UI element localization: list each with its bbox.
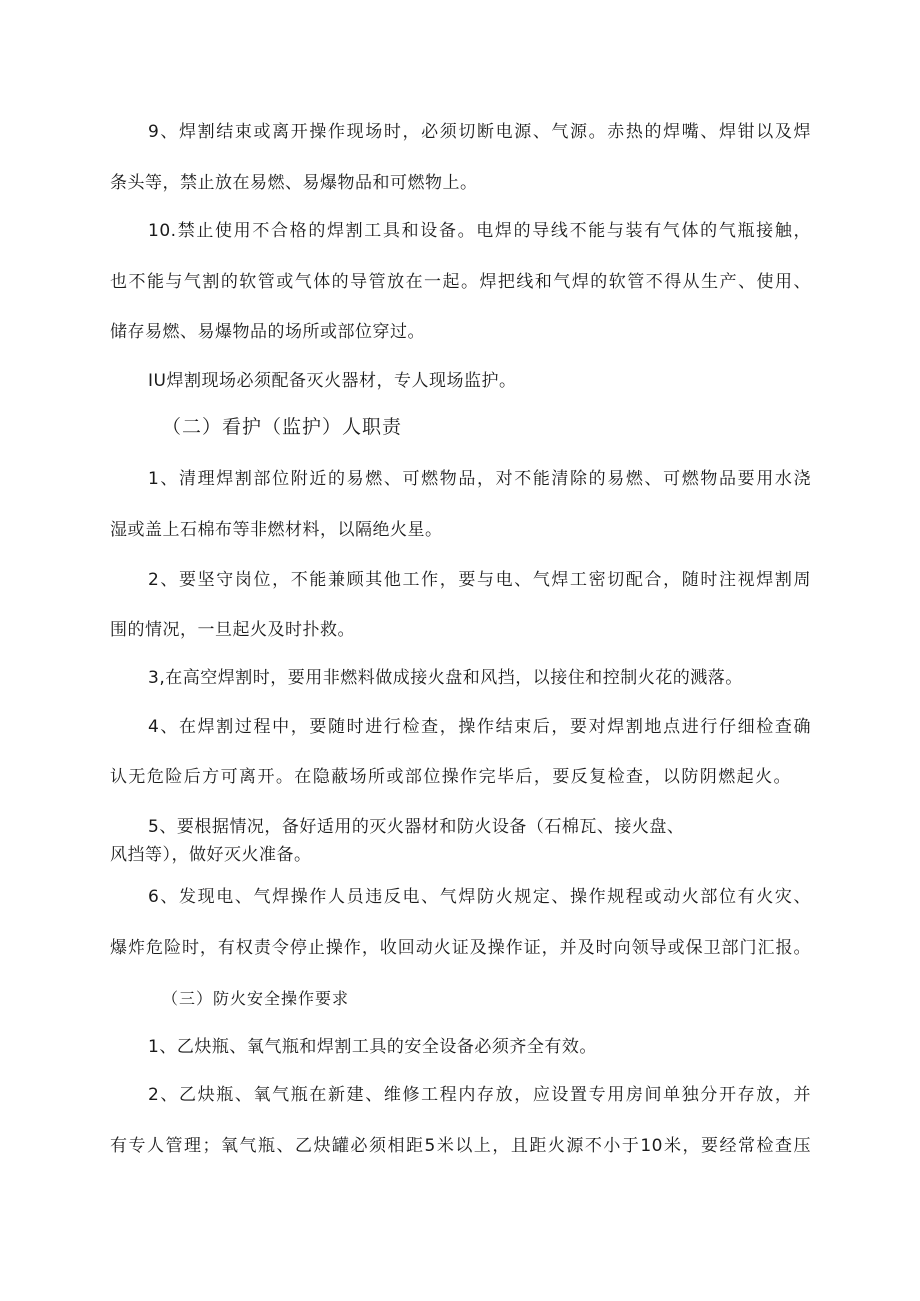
s2-item1-line-2: 湿或盖上石棉布等非燃材料，以隔绝火星。: [110, 520, 443, 540]
s3-item1-line-1: 1、乙炔瓶、氧气瓶和焊割工具的安全设备必须齐全有效。: [148, 1037, 597, 1057]
p10-line-1: 10.禁止使用不合格的焊割工具和设备。电焊的导线不能与装有气体的气瓶接触，: [148, 221, 811, 241]
section3-title: （三）防火安全操作要求: [162, 989, 350, 1008]
s2-item2-line-1: 2、要坚守岗位，不能兼顾其他工作，要与电、气焊工密切配合，随时注视焊割周: [148, 570, 811, 590]
s3-item2-line-2: 有专人管理；氧气瓶、乙炔罐必须相距5米以上，且距火源不小于10米，要经常检查压: [110, 1136, 811, 1156]
p10-line-2: 也不能与气割的软管或气体的导管放在一起。焊把线和气焊的软管不得从生产、使用、: [110, 272, 811, 292]
s2-item5-line-2: 风挡等），做好灭火准备。: [110, 845, 312, 865]
p10-line-3: 储存易燃、易爆物品的场所或部位穿过。: [110, 322, 425, 342]
s2-item3-line-1: 3,在高空焊割时，要用非燃料做成接火盘和风挡，以接住和控制火花的溅落。: [148, 668, 743, 688]
p9-line-2: 条头等，禁止放在易燃、易爆物品和可燃物上。: [110, 173, 478, 193]
s3-item2-line-1: 2、乙炔瓶、氧气瓶在新建、维修工程内存放，应设置专用房间单独分开存放，并: [148, 1085, 811, 1105]
s2-item6-line-1: 6、发现电、气焊操作人员违反电、气焊防火规定、操作规程或动火部位有火灾、: [148, 887, 811, 907]
s2-item4-line-1: 4、在焊割过程中，要随时进行检查，操作结束后，要对焊割地点进行仔细检查确: [148, 717, 811, 737]
s2-item6-line-2: 爆炸危险时，有权责令停止操作，收回动火证及操作证，并及时向领导或保卫部门汇报。: [110, 938, 811, 958]
section2-title: （二）看护（监护）人职责: [162, 416, 403, 438]
s2-item4-line-2: 认无危险后方可离开。在隐蔽场所或部位操作完毕后，要反复检查，以防阴燃起火。: [110, 767, 791, 787]
s2-item5-line-1: 5、要根据情况，备好适用的灭火器材和防火设备（石棉瓦、接火盘、: [148, 817, 685, 837]
p11-line-1: IU焊割现场必须配备灭火器材，专人现场监护。: [148, 371, 517, 391]
s2-item2-line-2: 围的情况，一旦起火及时扑救。: [110, 620, 355, 640]
p9-line-1: 9、焊割结束或离开操作现场时，必须切断电源、气源。赤热的焊嘴、焊钳以及焊: [148, 122, 811, 142]
s2-item1-line-1: 1、清理焊割部位附近的易燃、可燃物品，对不能清除的易燃、可燃物品要用水浇: [148, 469, 811, 489]
